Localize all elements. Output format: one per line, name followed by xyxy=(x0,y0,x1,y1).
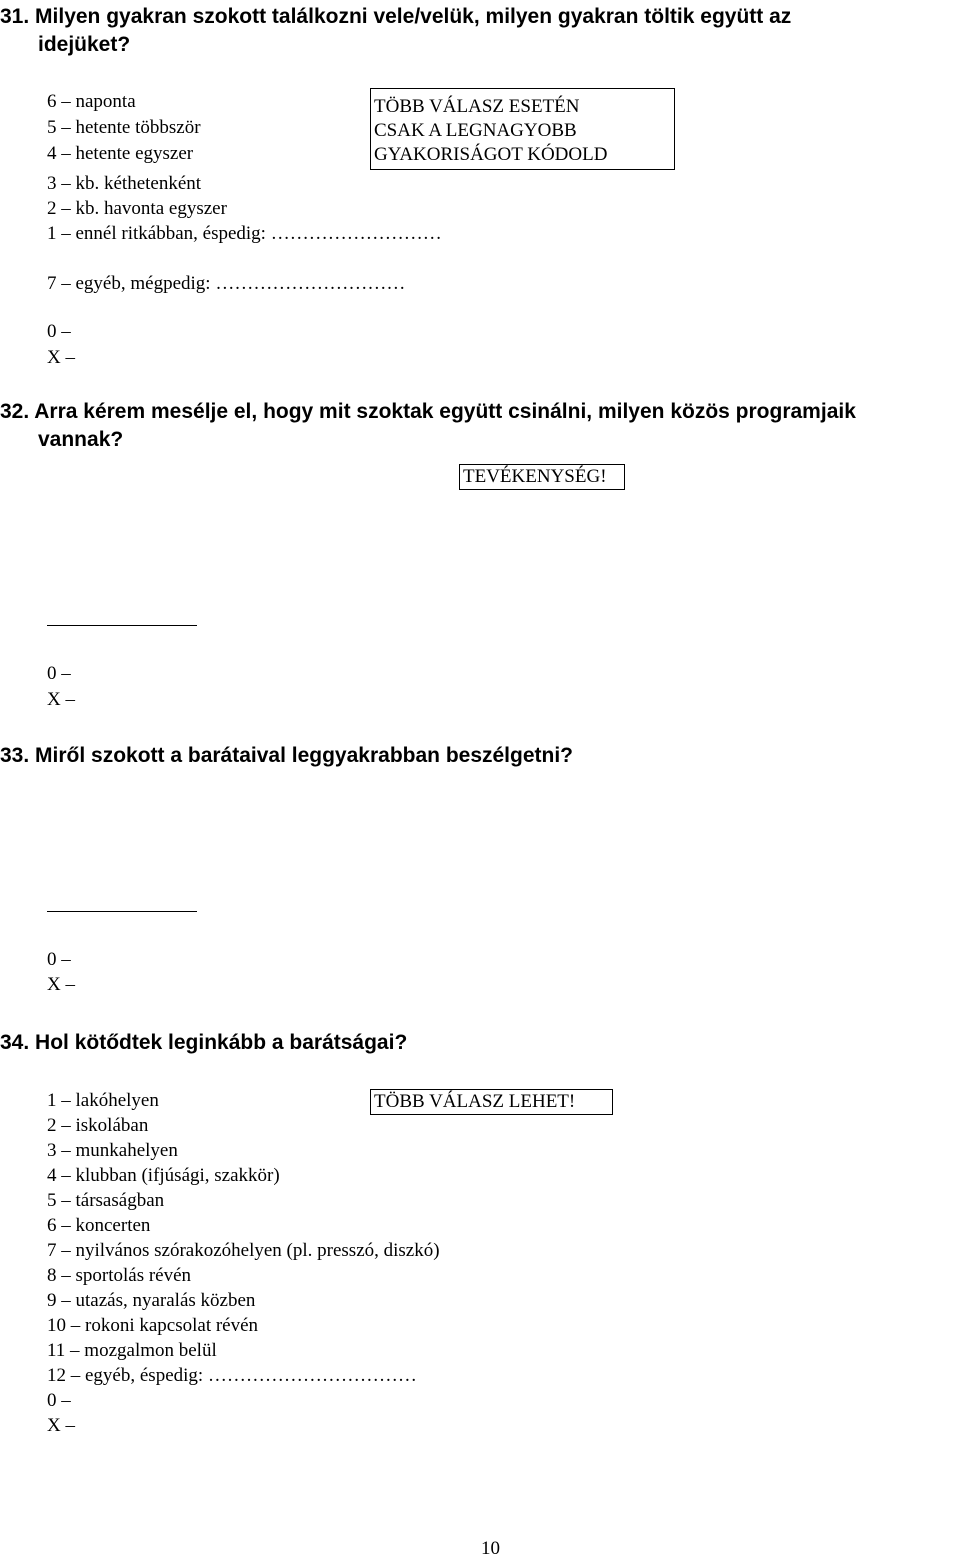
q32-instruction-box: TEVÉKENYSÉG! xyxy=(459,464,625,490)
q34-option-0: 0 – xyxy=(47,1390,71,1411)
q34-option-9: 9 – utazás, nyaralás közben xyxy=(47,1290,256,1311)
question-32-line-2: vannak? xyxy=(38,428,124,451)
q31-instruction-line-1: TÖBB VÁLASZ ESETÉN xyxy=(374,96,580,117)
q33-option-0: 0 – xyxy=(47,949,71,970)
q31-option-x: X – xyxy=(47,347,75,368)
q31-option-2: 2 – kb. havonta egyszer xyxy=(47,198,227,219)
q34-option-3: 3 – munkahelyen xyxy=(47,1140,178,1161)
q34-option-6: 6 – koncerten xyxy=(47,1215,151,1236)
q31-option-1: 1 – ennél ritkábban, éspedig: ……………………… xyxy=(47,223,442,244)
q33-option-x: X – xyxy=(47,974,75,995)
q31-option-5: 5 – hetente többször xyxy=(47,117,201,138)
question-34: 34. Hol kötődtek leginkább a barátságai? xyxy=(0,1031,408,1054)
q31-instruction-box xyxy=(370,88,675,170)
q34-option-10: 10 – rokoni kapcsolat révén xyxy=(47,1315,259,1336)
q34-option-12: 12 – egyéb, éspedig: …………………………… xyxy=(47,1365,417,1386)
q31-option-7: 7 – egyéb, mégpedig: ………………………… xyxy=(47,273,406,294)
q34-option-11: 11 – mozgalmon belül xyxy=(47,1340,217,1361)
q34-option-8: 8 – sportolás révén xyxy=(47,1265,192,1286)
q34-instruction-box: TÖBB VÁLASZ LEHET! xyxy=(370,1089,613,1115)
q31-option-4: 4 – hetente egyszer xyxy=(47,143,194,164)
question-32-line-1: 32. Arra kérem mesélje el, hogy mit szoktak együtt csinálni, milyen közös programjaik xyxy=(0,400,856,423)
question-33: 33. Miről szokott a barátaival leggyakrabban beszélgetni? xyxy=(0,744,574,767)
q33-answer-line xyxy=(47,911,197,912)
q34-option-4: 4 – klubban (ifjúsági, szakkör) xyxy=(47,1165,280,1186)
q31-instruction-line-2: CSAK A LEGNAGYOBB xyxy=(374,120,577,141)
q34-option-1: 1 – lakóhelyen xyxy=(47,1090,159,1111)
q31-option-3: 3 – kb. kéthetenként xyxy=(47,173,202,194)
q31-option-0: 0 – xyxy=(47,321,71,342)
q34-option-x: X – xyxy=(47,1415,75,1436)
q32-answer-line xyxy=(47,625,197,626)
question-31-line-1: 31. Milyen gyakran szokott találkozni vele/velük, milyen gyakran töltik együtt az xyxy=(0,5,792,28)
q32-option-0: 0 – xyxy=(47,663,71,684)
q34-option-2: 2 – iskolában xyxy=(47,1115,149,1136)
q31-instruction-line-3: GYAKORISÁGOT KÓDOLD xyxy=(374,144,608,165)
question-31-line-2: idejüket? xyxy=(38,33,131,56)
q34-option-5: 5 – társaságban xyxy=(47,1190,165,1211)
q31-option-6: 6 – naponta xyxy=(47,91,136,112)
page-number: 10 xyxy=(481,1538,500,1559)
q34-option-7: 7 – nyilvános szórakozóhelyen (pl. presszó, diszkó) xyxy=(47,1240,440,1261)
q32-option-x: X – xyxy=(47,689,75,710)
